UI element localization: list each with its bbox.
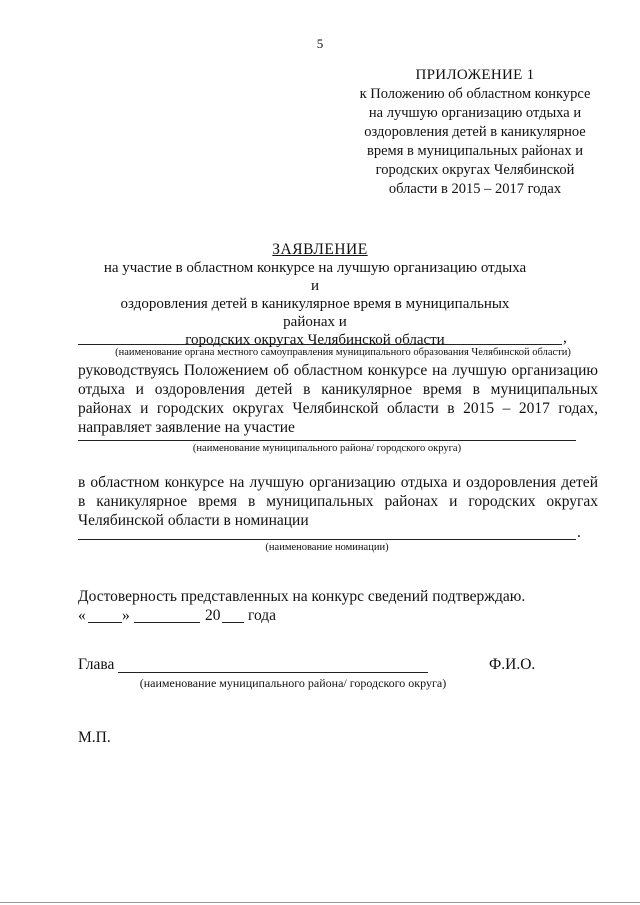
date-close-quote: » — [122, 607, 130, 624]
date-open-quote: « — [78, 607, 86, 624]
appendix-heading: ПРИЛОЖЕНИЕ 1 — [415, 67, 535, 83]
head-name-caption: (наименование муниципального района/ городского округа) — [139, 676, 447, 690]
head-name-field[interactable] — [118, 672, 428, 673]
appendix-line: области в 2015 – 2017 годах — [388, 181, 562, 197]
appendix-line: на лучшую организацию отдыха и — [368, 105, 582, 121]
appendix-line: время в муниципальных районах и — [366, 143, 583, 159]
date-day-field[interactable] — [88, 622, 122, 623]
nomination-field[interactable] — [78, 539, 576, 540]
field-trailing-comma: , — [563, 329, 567, 346]
document-title: ЗАЯВЛЕНИЕ — [272, 241, 368, 258]
subtitle-line: на участие в областном конкурсе на лучшую организацию отдыха и — [103, 260, 527, 294]
municipality-caption: (наименование муниципального района/ городского округа) — [192, 443, 462, 454]
appendix-line: к Положению об областном конкурсе — [359, 86, 591, 102]
stamp-place: М.П. — [78, 729, 111, 746]
head-label: Глава — [78, 656, 115, 673]
paragraph-contest: в областном конкурсе на лучшую организацию отдыха и оздоровления детей в каникулярное время в муниципальных районах и городских округах Челябинской области в номинации — [78, 474, 598, 529]
confirmation-text: Достоверность представленных на конкурс сведений подтверждаю. — [78, 588, 526, 605]
document-subtitle — [100, 259, 530, 349]
subtitle-line: оздоровления детей в каникулярное время в муниципальных районах и — [120, 296, 510, 330]
paragraph-guidance: руководствуясь Положением об областном конкурсе на лучшую организацию отдыха и оздоровления детей в каникулярное время в муниципальных районах и городских округах Челябинской области в 2015 – 2017 годах, направляет заявление на участие — [78, 362, 598, 436]
appendix-line: оздоровления детей в каникулярное — [364, 124, 586, 140]
fio-label: Ф.И.О. — [489, 656, 536, 673]
page-number: 5 — [316, 36, 324, 51]
date-month-field[interactable] — [134, 622, 200, 623]
organ-name-caption: (наименование органа местного самоуправления муниципального образования Челябинской области) — [115, 347, 571, 358]
municipality-field[interactable] — [78, 440, 576, 441]
appendix-block — [340, 66, 610, 199]
date-year-field[interactable] — [222, 622, 244, 623]
date-suffix: года — [248, 607, 277, 624]
field-trailing-period: . — [577, 524, 581, 541]
bottom-edge-rule — [0, 902, 640, 903]
subtitle-line: городских округах Челябинской области — [185, 332, 445, 348]
nomination-caption: (наименование номинации) — [265, 542, 389, 553]
date-century: 20 — [205, 607, 221, 624]
appendix-line: городских округах Челябинской — [375, 162, 575, 178]
organ-name-field[interactable] — [78, 344, 562, 345]
